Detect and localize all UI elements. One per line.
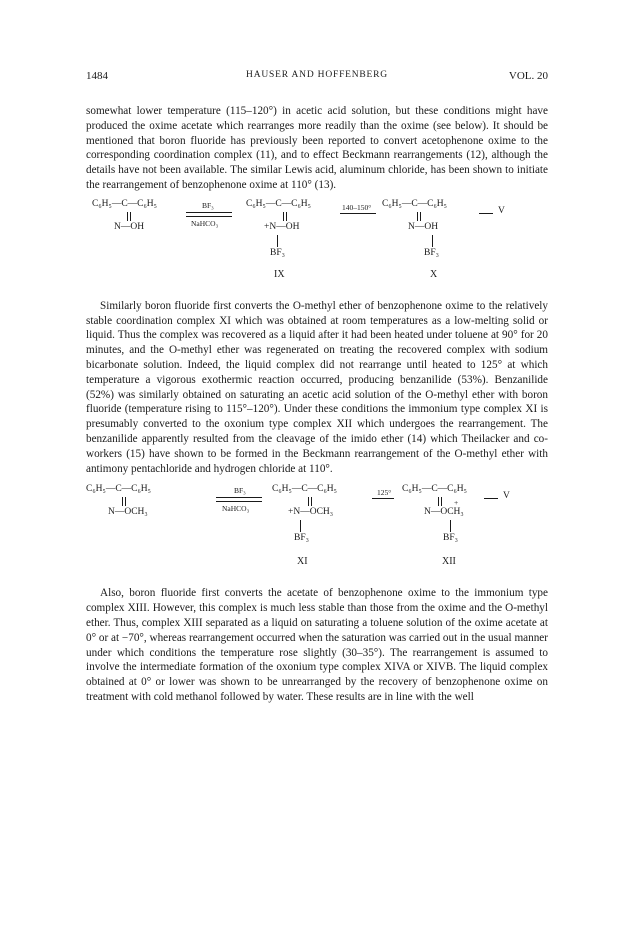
scheme1-heat-arrow bbox=[340, 213, 376, 214]
scheme1-product-bottom: BF₃ bbox=[424, 247, 439, 258]
scheme2-product-charge: + bbox=[454, 498, 459, 508]
reaction-scheme-2 bbox=[86, 484, 548, 580]
journal-page bbox=[86, 70, 548, 705]
scheme1-complex-label: IX bbox=[274, 268, 285, 280]
scheme1-reverse-arrow bbox=[186, 216, 232, 217]
scheme2-product-top: C₆H₅—C—C₆H₅ bbox=[402, 484, 467, 495]
scheme2-reagent-forward: BF₃ bbox=[234, 486, 246, 496]
scheme1-product-middle: N—OH bbox=[408, 221, 439, 232]
scheme1-result: V bbox=[498, 205, 505, 216]
scheme1-complex-bottom: BF₃ bbox=[270, 247, 285, 258]
paragraph-3: Also, boron fluoride first converts the acetate of benzophenone oxime to the immonium type complex XIII. However, this complex is much less stable than those from the oxime and the O-methyl ether. Thus, complex XIII separated as a liquid on saturating a toluene solution of the oxime acetate at 0° or at −70°, whereas rearrangement occurred when the saturation was carried out in the usual manner under which conditions the temperature rose slightly (30–35°). The rearrangement is assumed to involve the intermediate formation of the oxonium type complex XIVA or XIVB. The liquid complex obtained at 0° or lower was shown to be unrearranged by the recovery of benzophenone oxime on treatment with cold methanol followed by water. These results are in line with the well bbox=[86, 587, 548, 703]
scheme1-forward-arrow bbox=[186, 212, 232, 213]
paragraph-2: Similarly boron fluoride first converts the O-methyl ether of benzophenone oxime to the relatively stable coordination complex XI which was obtained at room temperatures as a low-melting solid or liquid. Thus the complex was recovered as a liquid after it had been heated under toluene at 90° for 20 minutes, and the O-methyl ether was regenerated on treating the recovered complex with sodium bicarbonate solution. Indeed, the liquid complex did not rearrange until heated to 125° at which temperature a vigorous exothermic reaction occurred, producing benzanilide (53%). Benzanilide (52%) was similarly obtained on saturating an acetic acid solution of the O-methyl ether with boron fluoride (temperature rising to 115°–120°). Under these conditions the immonium type complex XI is presumably converted to the oxonium type complex XII which undergoes the rearrangement. The benzanilide apparently resulted from the cleavage of the imido ether (14) which Theilacker and co-workers (15) have shown to be formed in the Beckmann rearrangement of the O-methyl ether with antimony pentachloride and hydrogen chloride at 110°. bbox=[86, 299, 548, 475]
scheme2-heat-arrow bbox=[372, 498, 394, 499]
scheme2-reactant-bottom: N—OCH₃ bbox=[108, 507, 148, 518]
scheme1-final-arrow bbox=[479, 213, 493, 214]
scheme2-reverse-arrow bbox=[216, 501, 262, 502]
scheme2-product-label: XII bbox=[442, 556, 456, 568]
scheme2-final-arrow bbox=[484, 498, 498, 499]
scheme2-complex-bottom: BF₃ bbox=[294, 533, 309, 544]
scheme1-complex-middle: +N—OH bbox=[264, 221, 300, 232]
scheme1-reagent-reverse: NaHCO₃ bbox=[191, 218, 219, 228]
scheme1-reactant-bottom: N—OH bbox=[114, 221, 145, 232]
volume-label: VOL. 20 bbox=[508, 70, 548, 82]
scheme2-condition: 125° bbox=[377, 488, 392, 498]
scheme1-product-label: X bbox=[430, 268, 438, 280]
scheme1-reactant-top: C₆H₅—C—C₆H₅ bbox=[92, 198, 157, 209]
scheme2-product-bottom: BF₃ bbox=[443, 533, 458, 544]
scheme2-complex-label: XI bbox=[297, 556, 308, 568]
scheme1-product-top: C₆H₅—C—C₆H₅ bbox=[382, 198, 447, 209]
page-header bbox=[86, 70, 548, 86]
reaction-scheme-1 bbox=[86, 199, 548, 291]
scheme2-complex-middle: +N—OCH₃ bbox=[288, 507, 334, 518]
scheme2-reagent-reverse: NaHCO₃ bbox=[222, 504, 250, 514]
scheme1-complex-top: C₆H₅—C—C₆H₅ bbox=[246, 198, 311, 209]
scheme1-reagent-forward: BF₃ bbox=[202, 200, 214, 210]
running-title: HAUSER AND HOFFENBERG bbox=[246, 70, 388, 80]
scheme2-reactant-top: C₆H₅—C—C₆H₅ bbox=[86, 484, 151, 495]
page-number: 1484 bbox=[86, 70, 108, 82]
scheme2-result: V bbox=[503, 491, 510, 502]
scheme2-complex-top: C₆H₅—C—C₆H₅ bbox=[272, 484, 337, 495]
scheme1-condition: 140–150° bbox=[342, 202, 372, 212]
paragraph-1: somewhat lower temperature (115–120°) in acetic acid solution, but these conditions might have produced the oxime acetate which rearranges more readily than the oxime (see below). It should be mentioned that boron fluoride has previously been reported to convert acetophenone oxime to the corresponding coordination complex (11), and to effect Beckmann rearrangements (12), although the details have not been available. The similar Lewis acid, aluminum chloride, has been shown to initiate the rearrangement of benzophenone oxime at 110° (13). bbox=[86, 105, 548, 191]
scheme2-forward-arrow bbox=[216, 497, 262, 498]
scheme2-product-middle: N—OCH₃ bbox=[424, 507, 464, 518]
